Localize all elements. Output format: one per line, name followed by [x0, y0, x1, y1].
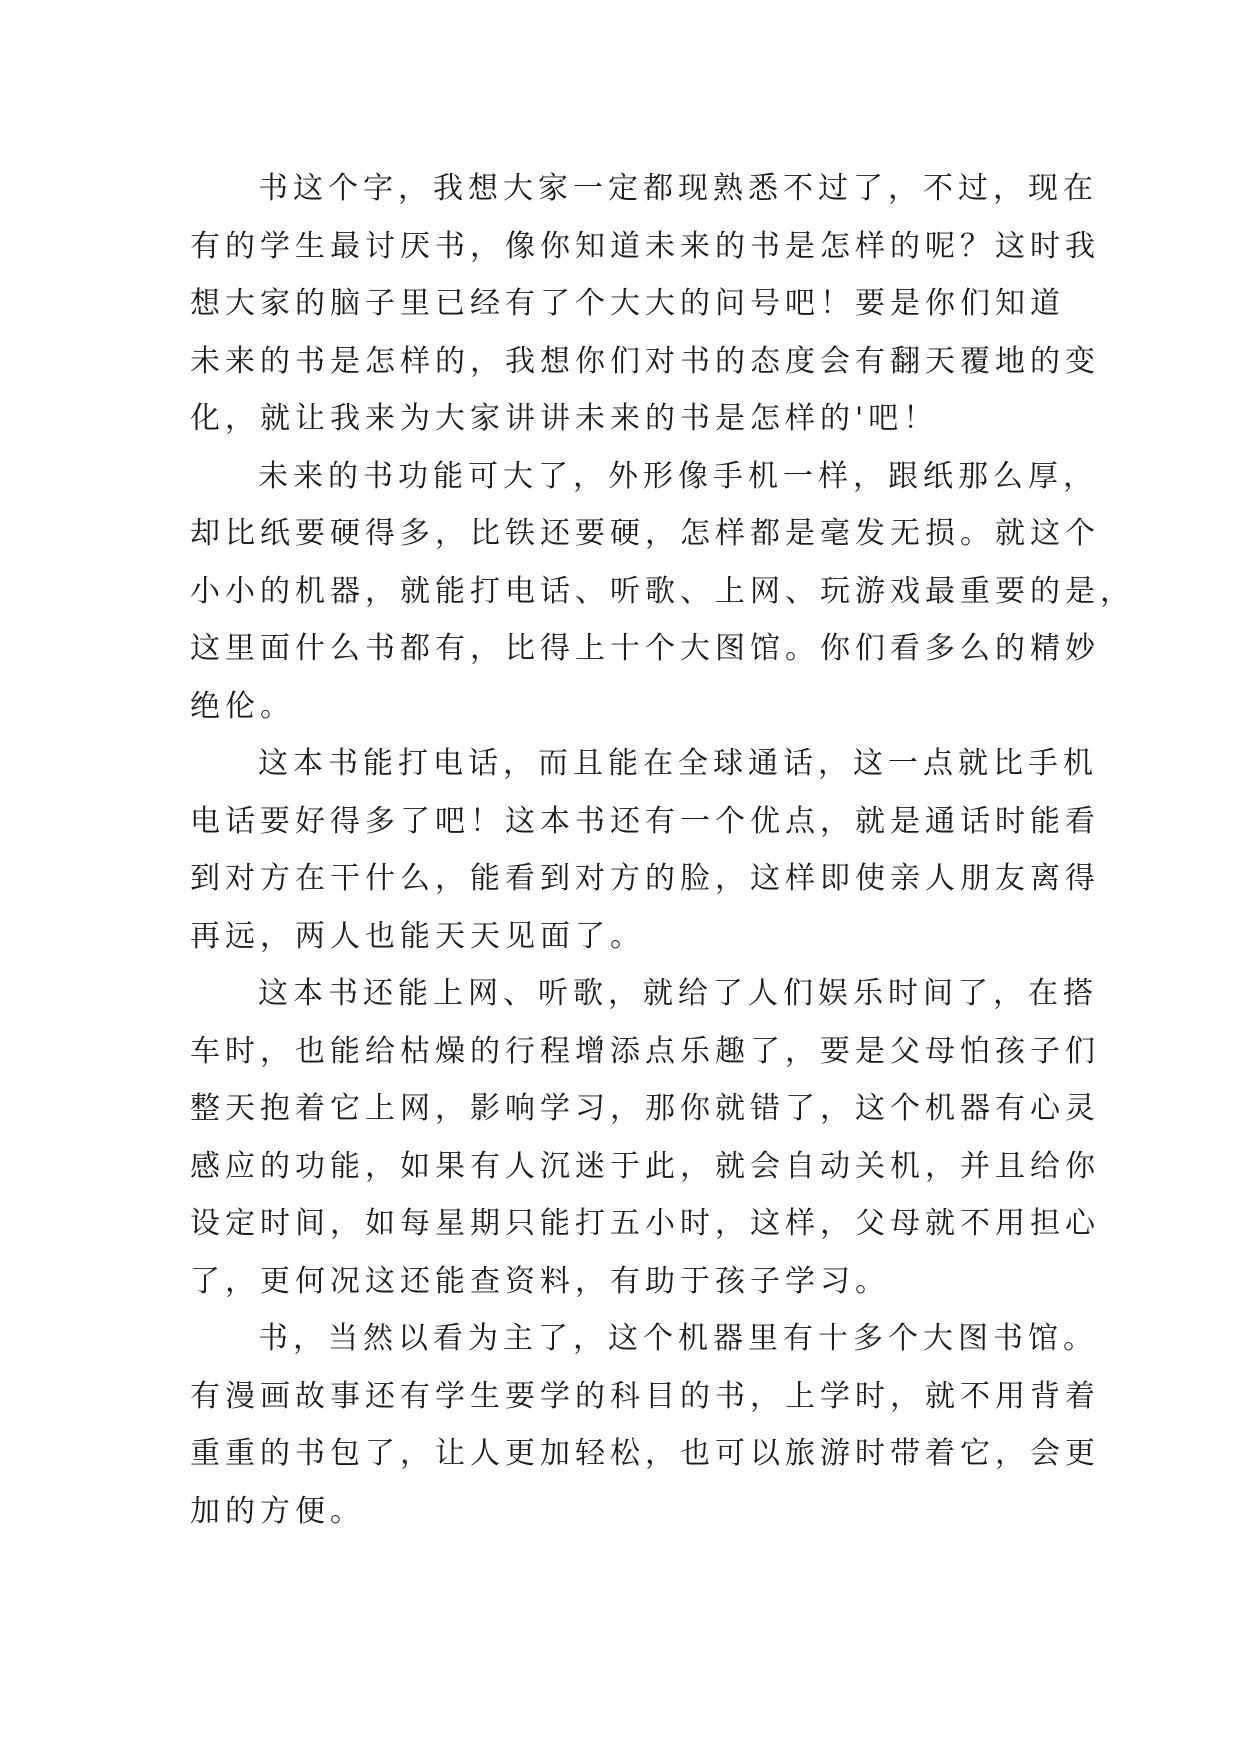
paragraph-5-line-3: 重重的书包了，让人更加轻松，也可以旅游时带着它，会更 — [190, 1436, 1100, 1471]
paragraph-4-line-5: 设定时间，如每星期只能打五小时，这样，父母就不用担心 — [190, 1206, 1100, 1241]
paragraph-3-line-3: 到对方在干什么，能看到对方的脸，这样即使亲人朋友离得 — [190, 861, 1100, 896]
paragraph-5-line-4: 加的方便。 — [190, 1493, 365, 1529]
paragraph-1-line-1: 书这个字，我想大家一定都现熟悉不过了，不过，现在 — [258, 171, 1098, 206]
paragraph-3-line-4: 再远，两人也能天天见面了。 — [190, 918, 645, 954]
paragraph-1-line-4: 未来的书是怎样的，我想你们对书的态度会有翻天覆地的变 — [190, 343, 1100, 379]
paragraph-4-line-1: 这本书还能上网、听歌，就给了人们娱乐时间了，在搭 — [258, 976, 1098, 1011]
paragraph-3-line-2: 电话要好得多了吧！这本书还有一个优点，就是通话时能看 — [190, 803, 1100, 839]
paragraph-1-line-2: 有的学生最讨厌书，像你知道未来的书是怎样的呢？这时我 — [190, 228, 1100, 264]
paragraph-2-line-5: 绝伦。 — [190, 688, 295, 724]
paragraph-5-line-1: 书，当然以看为主了，这个机器里有十多个大图书馆。 — [258, 1321, 1098, 1356]
article-body — [190, 160, 1135, 1540]
paragraph-4-line-4: 感应的功能，如果有人沉迷于此，就会自动关机，并且给你 — [190, 1148, 1100, 1184]
paragraph-1-line-3: 想大家的脑子里已经有了个大大的问号吧！要是你们知道 — [190, 286, 1065, 321]
paragraph-5-line-2: 有漫画故事还有学生要学的科目的书，上学时，就不用背着 — [190, 1378, 1100, 1414]
paragraph-3-line-1: 这本书能打电话，而且能在全球通话，这一点就比手机 — [258, 746, 1098, 781]
paragraph-2-line-4: 这里面什么书都有，比得上十个大图馆。你们看多么的精妙 — [190, 631, 1100, 666]
paragraph-2-line-2: 却比纸要硬得多，比铁还要硬，怎样都是毫发无损。就这个 — [190, 516, 1100, 551]
paragraph-4-line-6: 了，更何况这还能查资料，有助于孩子学习。 — [190, 1263, 890, 1299]
paragraph-2-line-1: 未来的书功能可大了，外形像手机一样，跟纸那么厚， — [258, 458, 1098, 494]
paragraph-4-line-3: 整天抱着它上网，影响学习，那你就错了，这个机器有心灵 — [190, 1091, 1100, 1126]
paragraph-2-line-3: 小小的机器，就能打电话、听歌、上网、玩游戏最重要的是， — [190, 573, 1135, 609]
paragraph-1-line-5: 化，就让我来为大家讲讲未来的书是怎样的'吧！ — [190, 401, 939, 436]
paragraph-4-line-2: 车时，也能给枯燥的行程增添点乐趣了，要是父母怕孩子们 — [190, 1033, 1100, 1069]
